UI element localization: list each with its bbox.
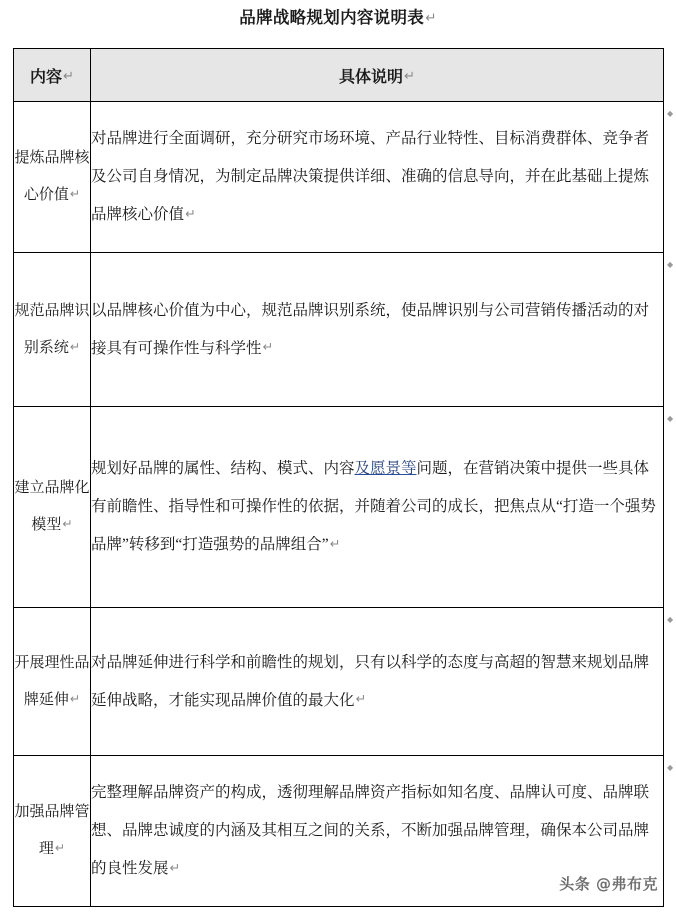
column-header-content-label: 内容: [30, 68, 63, 86]
row-description-cell: [91, 608, 674, 756]
description-text-continued: 问题，在营销决策中提供一些具体有前瞻性、指导性和可操作性的依据，并随着公司的成长，把焦点从“打造一个强势品牌”转移到“打造强势的品牌组合”: [91, 460, 656, 553]
paragraph-mark-icon: ↵: [54, 841, 66, 856]
table-row: [14, 102, 664, 253]
paragraph-mark-icon: ↵: [62, 517, 73, 532]
row-description-paragraph: [91, 644, 663, 720]
paragraph-mark-icon: ↵: [63, 69, 74, 85]
row-label-cell: [14, 253, 91, 407]
row-description-cell: [91, 253, 674, 407]
row-end-marker-icon: ◆: [667, 414, 674, 423]
row-label-cell: [14, 102, 91, 253]
page-title: [0, 8, 676, 28]
row-end-marker-icon: ◆: [667, 109, 674, 118]
column-header-description: [91, 49, 664, 102]
description-underlined-text: 及愿景等: [354, 460, 417, 478]
row-description-cell: [91, 407, 674, 608]
row-description-paragraph: [91, 450, 663, 564]
row-label-text: 规范品牌识别系统: [14, 302, 90, 356]
row-label-cell: [14, 407, 91, 608]
paragraph-mark-icon: ↵: [425, 9, 437, 26]
paragraph-mark-icon: ↵: [262, 339, 274, 355]
description-text: 对品牌延伸进行科学和前瞻性的规划，只有以科学的态度与高超的智慧来规划品牌延伸战略，才能实现品牌价值的最大化: [91, 653, 650, 709]
description-text: 完整理解品牌资产的构成，透彻理解品牌资产指标如知名度、品牌认可度、品牌联想、品牌忠诚度的内涵及其相互之间的关系，不断加强品牌管理，确保本公司品牌的良性发展: [91, 784, 650, 877]
column-header-description-label: 具体说明: [339, 68, 404, 86]
row-label-text: 加强品牌管理: [14, 804, 90, 857]
paragraph-mark-icon: ↵: [329, 535, 341, 551]
watermark: 头条 @弗布克: [559, 875, 658, 893]
row-label-cell: [14, 608, 91, 756]
table-row: [14, 253, 664, 407]
paragraph-mark-icon: ↵: [169, 859, 181, 875]
paragraph-mark-icon: ↵: [404, 69, 415, 85]
row-label-text: 开展理性品牌延伸: [14, 654, 90, 708]
column-header-content: [14, 49, 91, 102]
page-title-text: 品牌战略规划内容说明表: [239, 8, 425, 27]
row-description-paragraph: [91, 774, 663, 888]
paragraph-mark-icon: ↵: [355, 691, 367, 707]
row-label-text: 建立品牌化模型: [14, 480, 90, 533]
description-text: 以品牌核心价值为中心，规范品牌识别系统，使品牌识别与公司营销传播活动的对接具有可操作性与科学性: [91, 301, 650, 357]
row-description-cell: [91, 102, 674, 253]
description-text: 规划好品牌的属性、结构、模式、内容: [91, 460, 355, 478]
paragraph-mark-icon: ↵: [69, 187, 81, 202]
row-description-paragraph: [91, 120, 663, 234]
paragraph-mark-icon: ↵: [69, 691, 81, 706]
table-row: [14, 407, 664, 608]
description-text: 对品牌进行全面调研，充分研究市场环境、产品行业特性、目标消费群体、竞争者及公司自身情况，为制定品牌决策提供详细、准确的信息导向，并在此基础上提炼品牌核心价值: [91, 130, 650, 223]
row-label-cell: [14, 756, 91, 907]
row-label-text: 提炼品牌核心价值: [14, 150, 90, 203]
paragraph-mark-icon: ↵: [185, 205, 196, 221]
table-row: [14, 608, 664, 756]
brand-strategy-table: [13, 48, 674, 907]
table-header-row: [14, 49, 664, 102]
row-end-marker-icon: ◆: [667, 763, 674, 772]
row-end-marker-icon: ◆: [667, 615, 674, 624]
row-description-paragraph: [91, 292, 663, 368]
paragraph-mark-icon: ↵: [69, 339, 81, 354]
row-end-marker-icon: ◆: [667, 260, 674, 269]
